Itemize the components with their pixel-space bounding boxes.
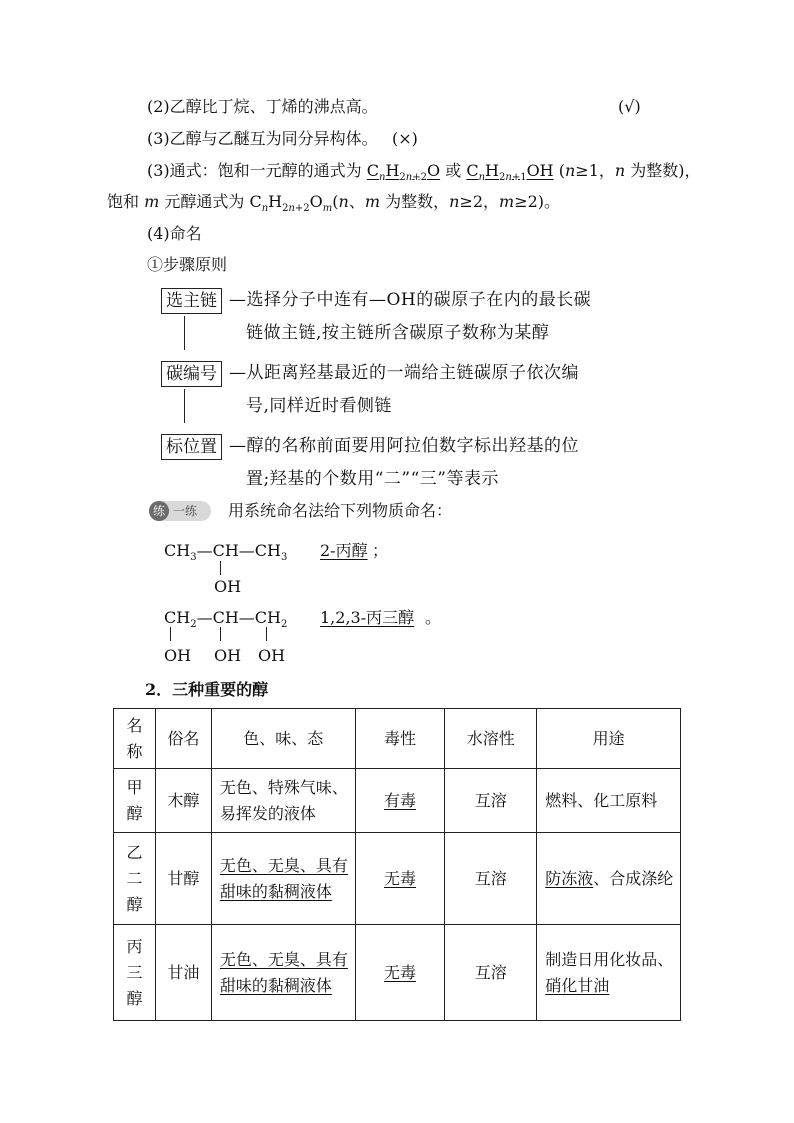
- alcohols-table: [113, 708, 681, 1021]
- rule-connector-2: [184, 389, 185, 423]
- header-toxicity: 毒性: [355, 709, 445, 769]
- rule-box-numbering: 碳编号: [161, 361, 222, 387]
- steps-heading: ①步骤原则: [147, 255, 228, 274]
- practice-badge: [149, 501, 211, 521]
- item-2-mark: (√): [618, 97, 641, 116]
- practice-prompt: 用系统命名法给下列物质命名：: [228, 501, 453, 520]
- row-solubility: 互溶: [445, 769, 537, 833]
- rule-2-line-2: 号,同样近时看侧链: [246, 396, 392, 416]
- toxicity-value: 无毒: [383, 868, 416, 888]
- row-use: [537, 925, 681, 1021]
- row-toxicity: [355, 833, 445, 925]
- item-3: (3)乙醇与乙醚互为同分异构体。: [147, 129, 378, 148]
- rule-3-line-2: 置;羟基的个数用“二”“三”等表示: [246, 469, 499, 489]
- table-row: [114, 769, 681, 833]
- general-formula-line-2: 饱和 m 元醇通式为 $C_nH_{2n+2}O_m(n$、m 为整数，n≥2，m≥2)。: [107, 192, 561, 215]
- rule-box-main-chain: 选主链: [161, 288, 222, 314]
- compound-1-suffix: ；: [372, 541, 389, 560]
- table-header-row: [114, 709, 681, 769]
- use-rest: 制造日用化妆品、: [545, 949, 674, 969]
- compound-2-bond-3: [266, 627, 267, 641]
- compound-1-bond: [220, 561, 221, 575]
- section-2-heading: 2．三种重要的醇: [145, 680, 269, 699]
- item-2: (2)乙醇比丁烷、丁烯的沸点高。: [147, 97, 378, 116]
- formula-alkanol: $C_nH_{2n+2}O$: [366, 161, 441, 184]
- practice-badge-icon: 练: [149, 501, 169, 521]
- compound-2-oh-1: OH: [164, 646, 192, 665]
- compound-2-oh-2: OH: [214, 646, 242, 665]
- appearance-value: 无色、无臭、具有甜味的黏稠液体: [219, 949, 348, 995]
- compound-2-bond-1: [170, 627, 171, 641]
- row-common-name: 木醇: [155, 769, 211, 833]
- toxicity-value: 无毒: [383, 962, 416, 982]
- row-common-name: 甘醇: [155, 833, 211, 925]
- row-solubility: 互溶: [445, 925, 537, 1021]
- compound-2-answer: 1,2,3-丙三醇: [320, 608, 415, 627]
- formula-lead: (3)通式：饱和一元醇的通式为: [147, 161, 362, 180]
- toxicity-value: 有毒: [383, 790, 416, 810]
- row-solubility: 互溶: [445, 833, 537, 925]
- item-3-mark: (×): [392, 129, 418, 148]
- rule-1-line-1: —选择分子中连有—OH的碳原子在内的最长碳: [229, 290, 592, 310]
- header-solubility: 水溶性: [445, 709, 537, 769]
- formula-alkanol-2: $C_nH_{2n+1}OH$: [466, 161, 554, 184]
- row-use: 燃料、化工原料: [537, 769, 681, 833]
- row-use: [537, 833, 681, 925]
- use-rest: 、合成涤纶: [593, 868, 674, 888]
- compound-2-structure: $CH_2—CH—CH_2$: [164, 608, 288, 631]
- practice-badge-text: 一练: [173, 504, 198, 518]
- row-appearance: [211, 925, 355, 1021]
- naming-heading: (4)命名: [147, 224, 202, 243]
- compound-1-structure: $CH_3—CH—CH_3$: [164, 541, 288, 564]
- rule-3-line-1: —醇的名称前面要用阿拉伯数字标出羟基的位: [229, 436, 579, 456]
- header-appearance: 色、味、态: [211, 709, 355, 769]
- rule-2-line-1: —从距离羟基最近的一端给主链碳原子依次编: [229, 363, 579, 383]
- rule-connector-1: [184, 316, 185, 350]
- row-common-name: 甘油: [155, 925, 211, 1021]
- rule-1-line-2: 链做主链,按主链所含碳原子数称为某醇: [246, 323, 550, 343]
- compound-2-bond-2: [220, 627, 221, 641]
- formula-tail: (n≥1，n 为整数)，: [558, 161, 701, 180]
- header-use: 用途: [537, 709, 681, 769]
- general-formula-line: [147, 161, 701, 184]
- row-name: 甲 醇: [114, 769, 156, 833]
- table-row: [114, 833, 681, 925]
- row-toxicity: [355, 925, 445, 1021]
- compound-1-oh: OH: [214, 577, 242, 596]
- use-underlined: 防冻液: [545, 868, 594, 888]
- compound-2-suffix: 。: [425, 608, 442, 627]
- appearance-value: 无色、无臭、具有甜味的黏稠液体: [219, 855, 348, 901]
- row-appearance: 无色、特殊气味、易挥发的液体: [211, 769, 355, 833]
- formula-or: 或: [445, 161, 462, 180]
- row-name: 丙 三 醇: [114, 925, 156, 1021]
- row-appearance: [211, 833, 355, 925]
- header-common-name: 俗名: [155, 709, 211, 769]
- rule-box-position: 标位置: [161, 434, 222, 460]
- compound-2-oh-3: OH: [258, 646, 286, 665]
- row-toxicity: [355, 769, 445, 833]
- row-name: 乙 二 醇: [114, 833, 156, 925]
- compound-1-answer: 2-丙醇: [320, 541, 368, 560]
- header-name: 名 称: [114, 709, 156, 769]
- table-row: [114, 925, 681, 1021]
- use-underlined: 硝化甘油: [545, 975, 610, 995]
